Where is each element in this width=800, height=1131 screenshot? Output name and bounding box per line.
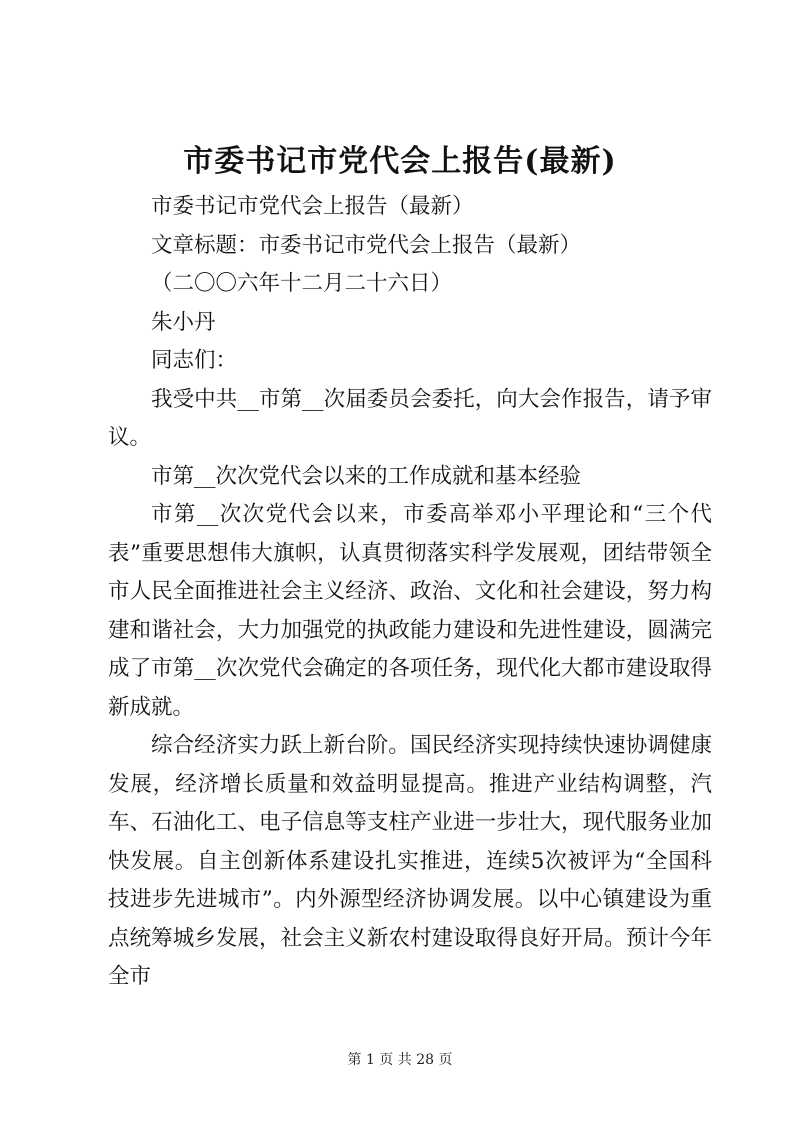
paragraph-salutation: 同志们：: [151, 348, 238, 373]
paragraph-economy: 综合经济实力跃上新台阶。国民经济实现持续快速协调健康发展，经济增长质量和效益明显提高。推进产业结构调整，汽车、石油化工、电子信息等支柱产业进一步壮大，现代服务业加快发展。自主创新体系建设扎实推进，连续5次被评为“全国科技进步先进城市”。内外源型经济协调发展。以中心镇建设为重点统筹城乡发展，社会主义新农村建设取得良好开局。预计今年全市: [108, 733, 712, 989]
paragraph-achievements: 市第__次次党代会以来，市委高举邓小平理论和“三个代表”重要思想伟大旗帜，认真贯彻落实科学发展观，团结带领全市人民全面推进社会主义经济、政治、文化和社会建设，努力构建和谐社会，大力加强党的执政能力建设和先进性建设，圆满完成了市第__次次党代会确定的各项任务，现代化大都市建设取得新成就。: [108, 502, 712, 720]
paragraph-author: 朱小丹: [151, 309, 216, 335]
paragraph-date: （二〇〇六年十二月二十六日）: [151, 271, 453, 296]
paragraph-heading-repeat: 市委书记市党代会上报告（最新）: [151, 194, 474, 219]
paragraph-article-title: 文章标题：市委书记市党代会上报告（最新）: [151, 232, 582, 258]
paragraph-intro: 我受中共__市第__次届委员会委托，向大会作报告，请予审议。: [108, 386, 712, 450]
document-title: 市委书记市党代会上报告(最新): [183, 144, 617, 179]
document-body: [108, 188, 712, 997]
paragraph-section-heading: 市第__次次党代会以来的工作成就和基本经验: [151, 463, 582, 489]
page-footer: 第 1 页 共 28 页: [347, 1052, 453, 1068]
